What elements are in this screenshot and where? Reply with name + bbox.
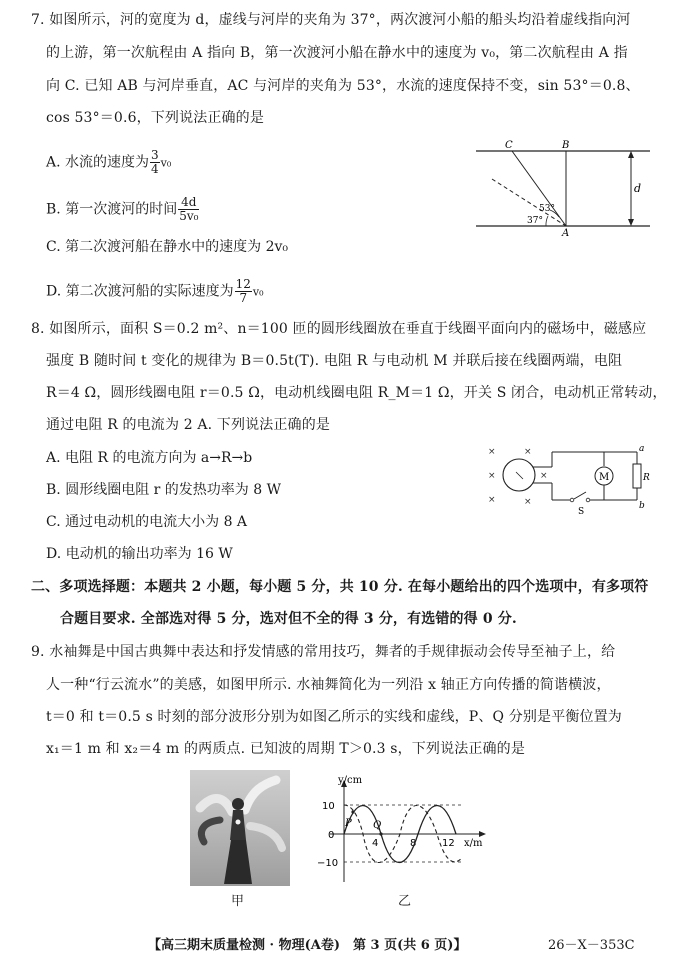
section2-heading-1: 二、多项选择题：本题共 2 小题，每小题 5 分，共 10 分. 在每小题给出的四个选项中，有多项符: [31, 579, 649, 595]
node-b-label: b: [639, 501, 645, 511]
resistor-symbol: [633, 464, 641, 488]
q8-option-a: A. 电阻 R 的电流方向为 a→R→b: [46, 450, 253, 466]
q8-line-3: R＝4 Ω，圆形线圈电阻 r＝0.5 Ω，电动机线圈电阻 R_M＝1 Ω，开关 S 闭合，电动机正常转动，: [46, 385, 667, 401]
q7-option-d-numerator: 12: [235, 277, 251, 291]
q7-option-d-unit: v₀: [252, 285, 264, 299]
q7-option-d-denominator: 7: [239, 291, 248, 305]
q7-option-a-denominator: 4: [151, 162, 159, 176]
y-tick-neg10: −10: [317, 858, 339, 869]
node-a-label: a: [639, 444, 645, 454]
q9-line-4: x₁＝1 m 和 x₂＝4 m 的两质点. 已知波的周期 T＞0.3 s，下列说法正确的是: [46, 741, 525, 757]
resistor-label: R: [643, 473, 650, 483]
y-tick-0: 0: [328, 830, 335, 841]
footer-title: 【高三期末质量检测 · 物理(A卷) 第 3 页(共 6 页)】: [148, 938, 467, 953]
label-d: d: [634, 182, 642, 195]
field-mark-6: ×: [524, 497, 532, 507]
x-axis-label: x/m: [464, 838, 483, 849]
label-a: A: [562, 228, 570, 237]
q7-option-a-text: A. 水流的速度为: [46, 154, 150, 171]
point-q-label: Q: [373, 820, 382, 831]
q7-option-b: [46, 196, 200, 223]
angle-37-label: 37°: [527, 216, 543, 226]
y-axis-label: y/cm: [338, 775, 363, 786]
footer-code: 26－X－353C: [548, 938, 635, 953]
x-tick-12: 12: [442, 838, 455, 849]
q7-river-figure: [474, 137, 654, 237]
q7-option-d: [46, 278, 264, 305]
point-p-label: P: [345, 818, 352, 829]
y-tick-10: 10: [322, 801, 335, 812]
q7-option-a-unit: v₀: [160, 156, 172, 170]
q8-line-1: 8. 如图所示，面积 S＝0.2 m²、n＝100 匝的圆形线圈放在垂直于线圈平面向内的磁场中，磁感应: [31, 321, 647, 337]
wave-graph: [312, 772, 496, 888]
figure-caption-jia: 甲: [231, 894, 245, 909]
q8-option-b: B. 圆形线圈电阻 r 的发热功率为 8 W: [46, 482, 281, 498]
q7-option-b-numerator: 4d: [178, 196, 199, 210]
q8-option-d: D. 电动机的输出功率为 16 W: [46, 546, 233, 562]
x-tick-4: 4: [372, 838, 379, 849]
q7-option-b-text: B. 第一次渡河的时间: [46, 201, 178, 218]
q7-option-a-fraction: [150, 149, 160, 176]
q8-circuit-figure: [486, 442, 662, 522]
label-b: B: [562, 140, 570, 151]
q8-line-4: 通过电阻 R 的电流为 2 A. 下列说法正确的是: [46, 417, 331, 433]
angle-53-label: 53°: [539, 204, 555, 214]
q8-line-2: 强度 B 随时间 t 变化的规律为 B＝0.5t(T). 电阻 R 与电动机 M 并联后接在线圈两端，电阻: [46, 353, 623, 369]
q8-option-c: C. 通过电动机的电流大小为 8 A: [46, 514, 248, 530]
dancer-photo: [190, 770, 290, 886]
switch-label: S: [578, 507, 585, 517]
motor-label: M: [599, 472, 610, 483]
q7-option-a: [46, 149, 171, 176]
q9-line-2: 人一种“行云流水”的美感，如图甲所示. 水袖舞简化为一列沿 x 轴正方向传播的简谐横波，: [46, 677, 611, 693]
q7-line-4: cos 53°＝0.6，下列说法正确的是: [46, 110, 264, 126]
q7-option-d-text: D. 第二次渡河船的实际速度为: [46, 283, 234, 300]
field-mark-5: ×: [488, 495, 496, 505]
q7-line-2: 的上游，第一次航程由 A 指向 B，第一次渡河小船在静水中的速度为 v₀，第二次航程由 A 指: [46, 45, 628, 61]
x-tick-8: 8: [410, 838, 417, 849]
figure-caption-yi: 乙: [398, 894, 412, 909]
field-mark-4: ×: [540, 471, 548, 481]
q7-line-3: 向 C. 已知 AB 与河岸垂直，AC 与河岸的夹角为 53°，水流的速度保持不变，sin 53°＝0.8、: [46, 78, 640, 94]
q7-option-b-fraction: [178, 196, 199, 223]
section2-heading-2: 合题目要求. 全部选对得 5 分，选对但不全的得 3 分，有选错的得 0 分.: [60, 611, 517, 627]
q7-option-d-fraction: [235, 278, 252, 305]
q7-option-a-numerator: 3: [151, 148, 159, 162]
q9-line-1: 9. 水袖舞是中国古典舞中表达和抒发情感的常用技巧，舞者的手规律振动会传导至袖子上，给: [31, 644, 616, 660]
label-c: C: [505, 140, 513, 151]
q7-option-c: C. 第二次渡河船在静水中的速度为 2v₀: [46, 239, 288, 255]
field-mark-3: ×: [488, 471, 496, 481]
q7-line-1: 7. 如图所示，河的宽度为 d，虚线与河岸的夹角为 37°，两次渡河小船的船头均沿着虚线指向河: [31, 12, 631, 28]
field-mark-1: ×: [488, 447, 496, 457]
q7-option-b-denominator: 5v₀: [179, 209, 199, 223]
q9-line-3: t＝0 和 t＝0.5 s 时刻的部分波形分别为如图乙所示的实线和虚线，P、Q 分别是平衡位置为: [46, 709, 622, 725]
field-mark-2: ×: [524, 447, 532, 457]
